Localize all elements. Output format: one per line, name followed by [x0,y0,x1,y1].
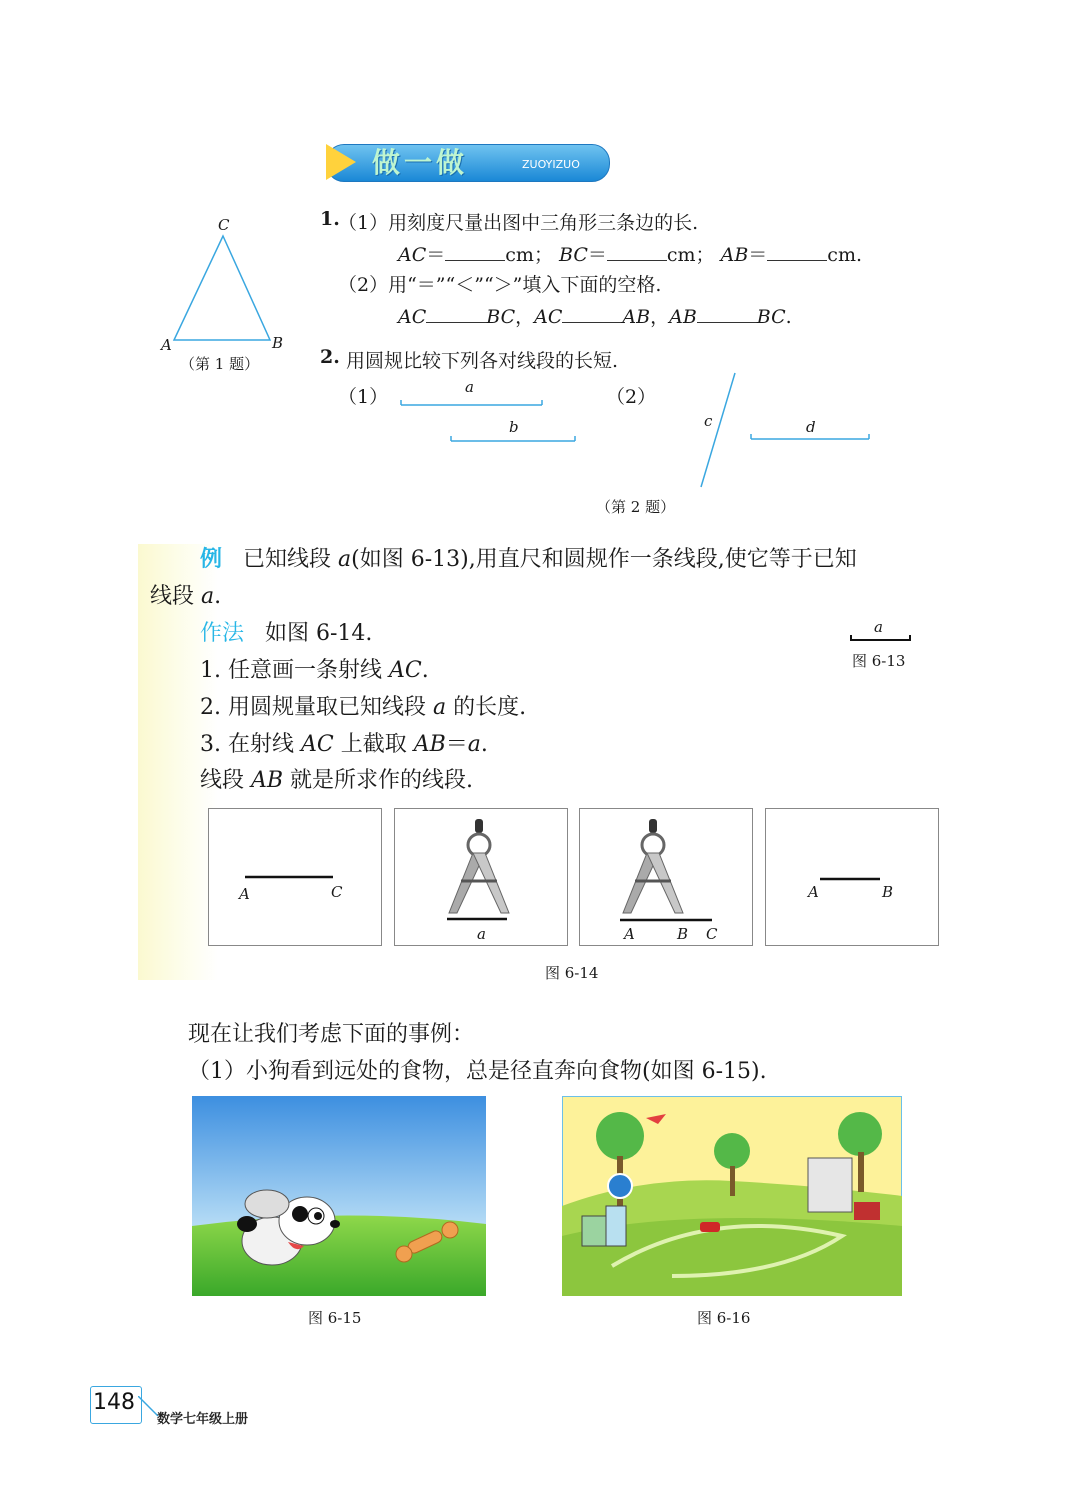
point-c-label: C [331,883,343,901]
body-line-1: 现在让我们考虑下面的事例： [188,1022,475,1047]
step-text: . [480,732,488,757]
unit-cm: cm； [505,244,553,266]
method-line [200,616,372,647]
point-b-label: B [677,925,689,943]
banner-subtitle: ZUOYIZUO [522,158,580,171]
fig13-segment [848,632,914,646]
step-3 [200,727,488,758]
concl-text: 就是所求作的线段. [283,768,474,793]
segment-c-label: c [704,412,713,430]
point-a-label: A [808,883,819,901]
q1-part2: （2）用“＝”“＜”“＞”填入下面的空格. [338,274,662,296]
ac-label: AC [398,244,427,266]
fig15-caption: 图 6-15 [308,1309,362,1327]
segment-b-label: b [509,418,519,436]
q2-text: 用圆规比较下列各对线段的长短. [346,350,619,372]
bc-label: BC [486,306,516,328]
point-c-label: C [706,925,718,943]
var-ab: AB [413,732,446,757]
example-label: 例 [200,546,223,572]
separator: ， [650,306,670,328]
park-illustration [562,1096,902,1296]
ab-label: AB [720,244,749,266]
ab-label: AB [622,306,651,328]
dog-illustration [192,1096,486,1296]
method-text: 如图 6-14. [265,621,373,646]
period: . [785,306,792,328]
var-a: a [338,547,352,572]
ab-blank[interactable] [767,244,827,261]
step-2 [200,690,526,721]
step-1 [200,653,429,684]
fig13-caption: 图 6-13 [852,652,906,670]
body-line-2: （1）小狗看到远处的食物，总是径直奔向食物(如图 6-15). [188,1059,767,1084]
eq-sign: ＝ [748,244,768,266]
eq-sign: ＝ [587,244,607,266]
step-text: 3. 在射线 [200,732,301,757]
concl-text: 线段 [200,768,251,793]
ac-label: AC [398,306,427,328]
separator: ， [515,306,535,328]
example-text: . [214,584,222,609]
unit-cm: cm. [827,244,862,266]
vertex-b-label: B [272,334,284,352]
q1-line4 [398,302,792,329]
fig1-caption: （第 1 题） [180,355,260,373]
vertex-c-label: C [218,216,230,234]
var-ac: AC [388,658,422,683]
fig16-caption: 图 6-16 [697,1309,751,1327]
var-a: a [432,695,447,720]
example-line2 [150,579,221,610]
point-a-label: A [624,925,635,943]
q1-number: 1. [320,208,340,230]
banner-arrow-icon [326,144,356,180]
ac-label: AC [534,306,563,328]
eq-sign: ＝ [426,244,446,266]
method-label: 作法 [200,621,245,646]
ac-blank[interactable] [445,244,505,261]
var-a: a [467,732,481,757]
q1-line2 [398,240,862,267]
step-text: 1. 任意画一条射线 [200,658,389,683]
bc-label: BC [559,244,588,266]
q2-part1-label: （1） [338,386,389,408]
q1-part1: （1）用刻度尺量出图中三角形三条边的长. [338,212,699,234]
var-ac: AC [300,732,334,757]
triangle-figure [160,214,290,349]
segment-d-label: d [806,418,816,436]
construction-panel-4 [765,808,939,946]
step-text: 的长度. [446,695,527,720]
compare-blank[interactable] [426,306,486,323]
step-text: 上截取 [333,732,414,757]
example-text: (如图 6-13),用直尺和圆规作一条线段,使它等于已知 [351,547,857,572]
point-a-label: A [239,885,250,903]
q2-part2-label: （2） [606,386,657,408]
book-title: 数学七年级上册 [157,1412,249,1427]
fig13-a-label: a [874,618,883,636]
point-b-label: B [882,883,894,901]
step-text: 2. 用圆规量取已知线段 [200,695,433,720]
fig2-caption: （第 2 题） [596,498,676,516]
var-a: a [201,584,215,609]
page-number: 148 [93,1390,135,1415]
bc-blank[interactable] [607,244,667,261]
compass-icon [580,809,752,945]
segment-a-label: a [477,925,486,943]
example-line1 [200,542,857,573]
construction-panel-1 [208,808,382,946]
q2-number: 2. [320,346,340,368]
bc-label: BC [756,306,786,328]
banner-title: 做一做 [372,146,469,179]
vertex-a-label: A [161,336,172,354]
compare-blank[interactable] [697,306,757,323]
conclusion [200,763,473,794]
step-text: . [421,658,429,683]
example-text: 线段 [150,584,201,609]
var-ab: AB [251,768,284,793]
ab-label: AB [669,306,697,328]
segment-a-label: a [465,378,474,396]
unit-cm: cm； [666,244,715,266]
compare-blank[interactable] [562,306,622,323]
construction-panel-3 [579,808,753,946]
eq-sign: ＝ [445,732,468,757]
construction-panel-2 [394,808,568,946]
fig14-caption: 图 6-14 [545,964,599,982]
example-text: 已知线段 [243,547,338,572]
